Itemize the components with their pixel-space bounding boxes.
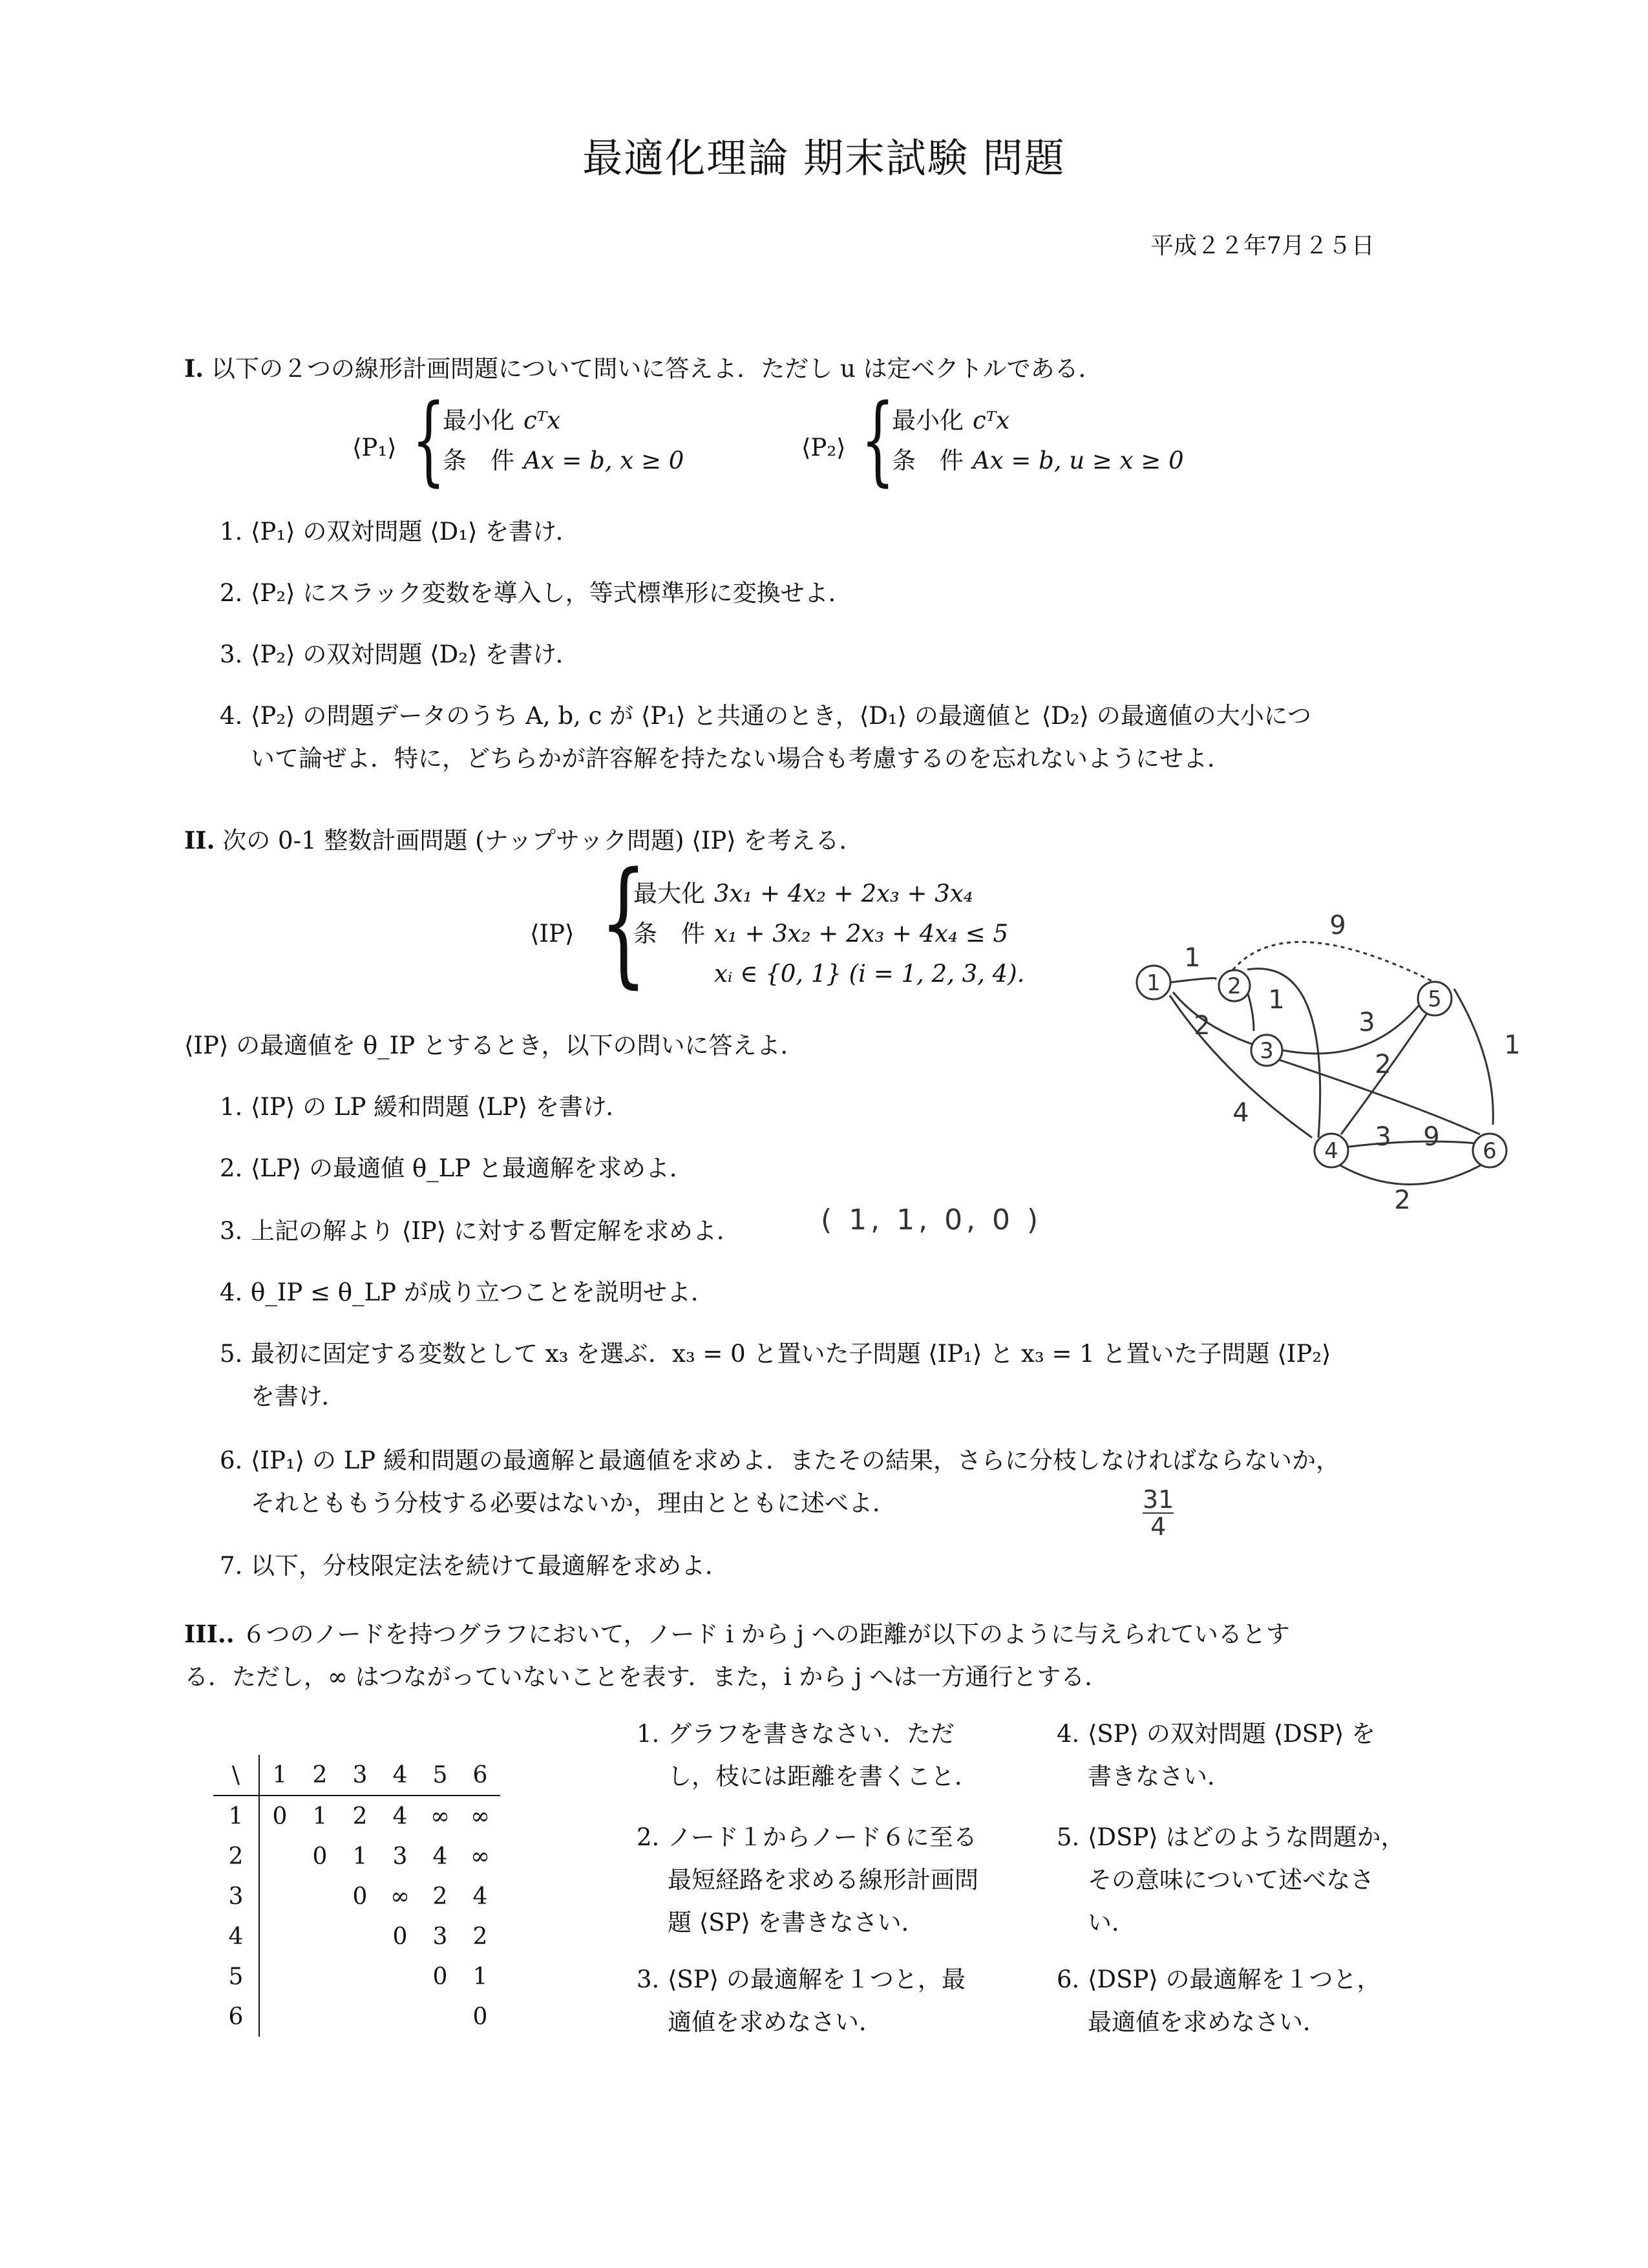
node-3-label: 3 — [1260, 1038, 1274, 1064]
p2-cons-kw: 条 件 — [892, 447, 964, 474]
col-header: 3 — [340, 1755, 380, 1796]
table-corner: \ — [213, 1755, 259, 1796]
ip-brace: { — [600, 843, 648, 1001]
edge-label: 4 — [1232, 1098, 1249, 1128]
ip-cons: x₁ + 3x₂ + 2x₃ + 4x₄ ≤ 5 — [714, 920, 1009, 948]
section3-item-1: 1. グラフを書きなさい．ただ し，枝には距離を書くこと． — [637, 1720, 978, 1790]
edge-label: 1 — [1268, 985, 1285, 1015]
edge-3-5 — [1283, 1002, 1422, 1054]
edge-label: 1 — [1184, 943, 1201, 973]
node-6-label: 6 — [1483, 1138, 1497, 1164]
col-header: 2 — [300, 1755, 340, 1796]
section2-item-6: 6. ⟨IP₁⟩ の LP 緩和問題の最適解と最適値を求めよ．またその結果，さらに分枝しなければならないか， それとももう分枝する必要はないか，理由とともに述べよ． — [220, 1447, 1340, 1517]
ip-cons-kw: 条 件 — [633, 920, 705, 948]
p2-name: ⟨P₂⟩ — [801, 434, 846, 461]
section1-intro — [184, 349, 1103, 384]
edge-label: 2 — [1394, 1185, 1411, 1215]
col-header: 4 — [380, 1755, 420, 1796]
section2-lead: ⟨IP⟩ の最適値を θ_IP とするとき，以下の問いに答えよ． — [184, 1032, 805, 1059]
table-row: 2 0 1 3 4 ∞ — [213, 1836, 500, 1876]
p2-cons: Ax = b, u ≥ x ≥ 0 — [973, 447, 1184, 474]
section3-intro: III.. ６つのノードを持つグラフにおいて，ノード i から j への距離が以下のように与えられているとす る．ただし，∞ はつながっていないことを表す．また，i から j へは一方通行とする． — [184, 1620, 1290, 1691]
table-row: 4 0 3 2 — [213, 1916, 500, 1956]
section1-intro-text: 以下の２つの線形計画問題について問いに答えよ．ただし u は定ベクトルである． — [211, 355, 1103, 383]
section3-item-4: 4. ⟨SP⟩ の双対問題 ⟨DSP⟩ を 書きなさい． — [1057, 1720, 1376, 1790]
section2-item-5: 5. 最初に固定する変数として x₃ を選ぶ．x₃ = 0 と置いた子問題 ⟨IP₁⟩ と x₃ = 1 と置いた子問題 ⟨IP₂⟩ を書け． — [220, 1340, 1331, 1410]
section2-item-4: 4. θ_IP ≤ θ_LP が成り立つことを説明せよ． — [220, 1278, 715, 1306]
edge-label: 3 — [1358, 1008, 1375, 1037]
col-header: 6 — [460, 1755, 500, 1796]
section3-item-6: 6. ⟨DSP⟩ の最適解を１つと， 最適値を求めなさい． — [1057, 1966, 1381, 2036]
p2-body — [892, 401, 1193, 481]
p1-brace: { — [412, 384, 446, 496]
edge-1-2 — [1170, 978, 1216, 982]
edge-4-6 — [1344, 1141, 1483, 1147]
section2-item-1: 1. ⟨IP⟩ の LP 緩和問題 ⟨LP⟩ を書け． — [220, 1093, 630, 1121]
distance-table — [213, 1755, 500, 2037]
section3-item-5: 5. ⟨DSP⟩ はどのような問題か， その意味について述べなさ い． — [1057, 1823, 1405, 1936]
edge-label: 2 — [1194, 1011, 1210, 1041]
ip-obj: 3x₁ + 4x₂ + 2x₃ + 3x₄ — [714, 880, 973, 907]
edge-label: 3 — [1375, 1122, 1391, 1152]
edge-label: 1 — [1504, 1030, 1521, 1060]
p2-obj-kw: 最小化 — [892, 407, 964, 434]
section3-label: III.. — [184, 1620, 235, 1648]
section2-item-7: 7. 以下，分枝限定法を続けて最適解を求めよ． — [220, 1552, 729, 1580]
handwritten-fraction: 31 4 — [1143, 1485, 1174, 1541]
ip-name: ⟨IP⟩ — [530, 920, 575, 948]
p2-brace: { — [861, 384, 895, 496]
section1-item-1: 1. ⟨P₁⟩ の双対問題 ⟨D₁⟩ を書け． — [220, 518, 580, 546]
node-5-label: 5 — [1428, 986, 1442, 1012]
table-header-row — [213, 1755, 500, 1796]
section2-item-3: 3. 上記の解より ⟨IP⟩ に対する暫定解を求めよ． — [220, 1217, 741, 1245]
edge-2-5 — [1228, 942, 1435, 982]
graph-sketch — [1125, 905, 1564, 1241]
section3-item-3: 3. ⟨SP⟩ の最適解を１つと，最 適値を求めなさい． — [637, 1966, 966, 2036]
col-header: 5 — [420, 1755, 460, 1796]
section3-item-2: 2. ノード１からノード６に至る 最短経路を求める線形計画問 題 ⟨SP⟩ を書きなさい． — [637, 1823, 978, 1936]
section1-item-3: 3. ⟨P₂⟩ の双対問題 ⟨D₂⟩ を書け． — [220, 641, 580, 668]
p2-obj: cᵀx — [973, 407, 1010, 434]
table-row: 1 0 1 2 4 ∞ ∞ — [213, 1796, 500, 1836]
section2-intro — [184, 821, 863, 856]
p1-body — [443, 401, 693, 481]
section2-label: II. — [184, 826, 215, 854]
table-row: 5 0 1 — [213, 1956, 500, 1997]
section2-intro-text: 次の 0-1 整数計画問題 (ナップサック問題) ⟨IP⟩ を考える． — [222, 827, 863, 854]
edge-5-6 — [1454, 989, 1493, 1125]
p1-name: ⟨P₁⟩ — [352, 434, 397, 461]
node-4-label: 4 — [1324, 1138, 1338, 1164]
ip-domain: xᵢ ∈ {0, 1} (i = 1, 2, 3, 4). — [714, 960, 1025, 988]
col-header: 1 — [259, 1755, 300, 1796]
table-row: 3 0 ∞ 2 4 — [213, 1876, 500, 1916]
p1-obj: cᵀx — [523, 407, 561, 434]
section1-item-4: 4. ⟨P₂⟩ の問題データのうち A, b, c が ⟨P₁⟩ と共通のとき，⟨D₁⟩ の最適値と ⟨D₂⟩ の最適値の大小につ いて論ぜよ．特に，どちらかが許容解を持たない場合も考慮するのを忘れないようにせよ． — [220, 702, 1311, 772]
p1-obj-kw: 最小化 — [443, 407, 514, 434]
ip-body — [633, 874, 1033, 994]
edge-label: 9 — [1423, 1122, 1440, 1152]
exam-date: 平成２２年7月２５日 — [1150, 233, 1375, 259]
section1-label: I. — [184, 354, 204, 383]
edge-label: 2 — [1375, 1050, 1391, 1079]
handwritten-answer: ( 1, 1, 0, 0 ) — [821, 1203, 1042, 1236]
section2-item-2: 2. ⟨LP⟩ の最適値 θ_LP と最適解を求めよ． — [220, 1154, 693, 1182]
table-row: 6 0 — [213, 1997, 500, 2037]
edge-4-6b — [1331, 1160, 1490, 1185]
section1-item-2: 2. ⟨P₂⟩ にスラック変数を導入し，等式標準形に変換せよ． — [220, 579, 852, 607]
ip-obj-kw: 最大化 — [633, 880, 705, 907]
exam-title: 最適化理論 期末試験 問題 — [582, 134, 1066, 182]
p1-cons: Ax = b, x ≥ 0 — [523, 447, 684, 474]
edge-label: 9 — [1329, 911, 1346, 940]
p1-cons-kw: 条 件 — [443, 447, 514, 474]
node-2-label: 2 — [1227, 973, 1241, 999]
node-1-label: 1 — [1146, 970, 1161, 996]
